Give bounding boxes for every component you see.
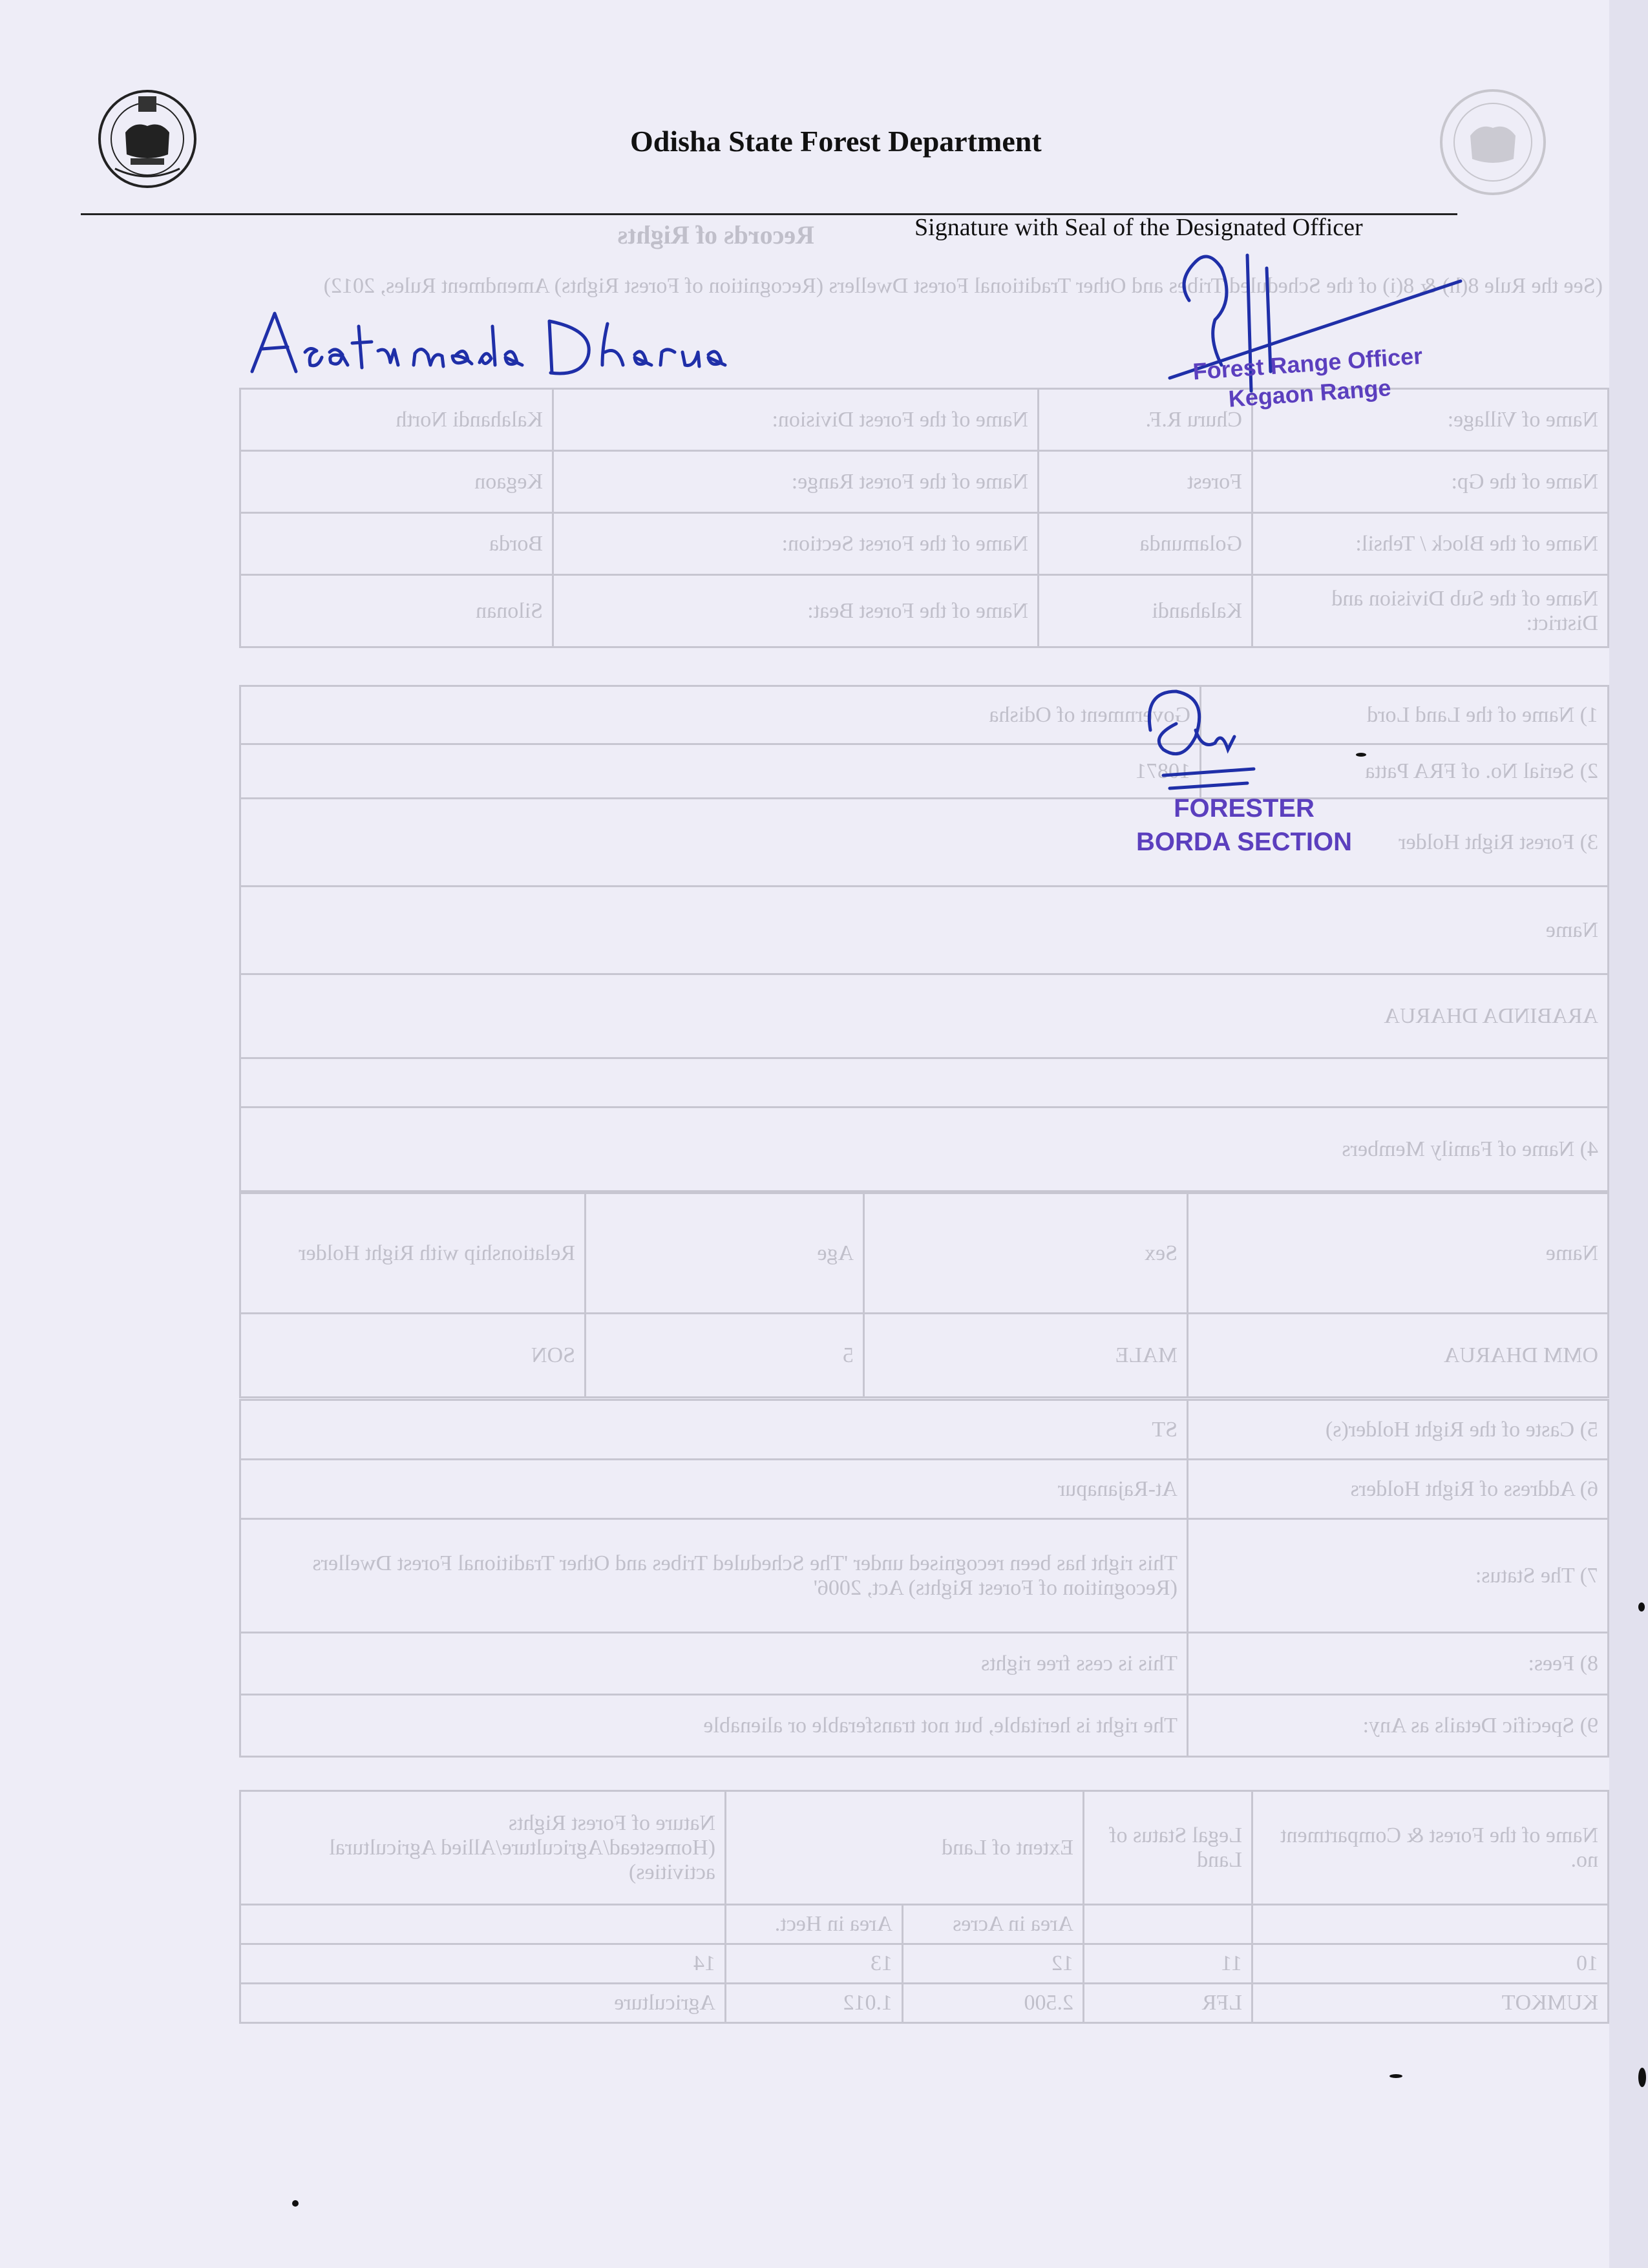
bleed-cell: Silonan (240, 575, 553, 647)
faint-emblem-seal (1435, 84, 1551, 200)
bleed-cell: Name of the Forest Division: (553, 389, 1039, 451)
bleed-cell: 2) Serial No. of FRA Patta (1201, 744, 1609, 799)
bleed-cell: Name of the Forest Beat: (553, 575, 1039, 647)
paper-speck (1638, 2068, 1646, 2087)
bleed-cell: Golamunda (1039, 513, 1252, 575)
bleed-cell: 10 (1252, 1944, 1609, 1984)
paper-speck (1638, 1602, 1645, 1612)
bleed-cell: Agriculture (240, 1984, 726, 2023)
forester-stamp-line1: FORESTER (1174, 794, 1315, 823)
bleed-cell: Name of the Forest Range: (553, 451, 1039, 513)
range-officer-stamp-line2: Kegaon Range (1227, 374, 1392, 412)
bleed-cell: 11 (1084, 1944, 1252, 1984)
bleed-rights-table (239, 685, 1609, 1192)
bleed-cell: Name (1188, 1193, 1609, 1314)
bleed-cell: LFR (1084, 1984, 1252, 2023)
bleed-cell: Name (240, 887, 1609, 974)
forester-stamp (1121, 792, 1367, 859)
bleed-cell: KUMKOT (1252, 1984, 1609, 2023)
bleed-location-table (239, 388, 1609, 648)
handwritten-name (246, 300, 782, 391)
bleed-cell: Name of the Block / Tehsil: (1252, 513, 1609, 575)
bleed-cell: Area in Acres (902, 1905, 1083, 1944)
bleed-cell: SON (240, 1314, 586, 1398)
bleed-cell: MALE (864, 1314, 1188, 1398)
bleed-land-table (239, 1790, 1609, 2024)
bleed-cell (1252, 1905, 1609, 1944)
bleed-cell: Sex (864, 1193, 1188, 1314)
bleed-cell: Extent of Land (726, 1791, 1084, 1905)
bleed-cell: 5 (586, 1314, 864, 1398)
bleed-cell: Legal Status of Land (1084, 1791, 1252, 1905)
paper-speck (292, 2200, 299, 2207)
bleed-cell: 1) Name of the Land Lord (1201, 686, 1609, 744)
bleed-cell: 1.012 (726, 1984, 903, 2023)
bleed-cell: 9) Specific Details as Any: (1188, 1695, 1609, 1757)
signature-label: Signature with Seal of the Designated Officer (914, 214, 1363, 241)
bleed-title: Records of Rights (617, 220, 814, 249)
bleed-cell: 7) The Status: (1188, 1519, 1609, 1633)
bleed-cell: Name of Village: (1252, 389, 1609, 451)
bleed-cell: 10871 (240, 744, 1201, 799)
bleed-cell: Name of the Forest Section: (553, 513, 1039, 575)
paper-speck (1356, 753, 1366, 757)
bleed-cell: 14 (240, 1944, 726, 1984)
bleed-cell: ARABINDA DHARUA (240, 974, 1609, 1058)
bleed-cell: Churu R.F. (1039, 389, 1252, 451)
bleed-cell: Government of Odisha (240, 686, 1201, 744)
bleed-cell: Nature of Forest Rights (Homestead/Agriculture/Allied Agricultural activities) (240, 1791, 726, 1905)
forester-stamp-line2: BORDA SECTION (1136, 828, 1353, 856)
bleed-cell: Kalahandi (1039, 575, 1252, 647)
bleed-cell: Borda (240, 513, 553, 575)
bleed-cell: Kalahandi North (240, 389, 553, 451)
bleed-cell: OMM DHARUA (1188, 1314, 1609, 1398)
bleed-cell: ST (240, 1400, 1188, 1460)
bleed-cell: The right is heritable, but not transferable or alienable (240, 1695, 1188, 1757)
bleed-details-table (239, 1399, 1609, 1758)
bleed-cell: Name of the Gp: (1252, 451, 1609, 513)
bleed-cell: At-Rajanapur (240, 1460, 1188, 1519)
range-officer-stamp-line1: Forest Range Officer (1192, 342, 1424, 385)
bleed-cell: 8) Fees: (1188, 1633, 1609, 1695)
bleed-cell: Relationship with Right Holder (240, 1193, 586, 1314)
bleed-cell: 2.500 (902, 1984, 1083, 2023)
odisha-emblem-seal (96, 87, 199, 191)
bleed-cell: 13 (726, 1944, 903, 1984)
bleed-cell: Age (586, 1193, 864, 1314)
bleed-cell (1084, 1905, 1252, 1944)
bleed-cell: Area in Hect. (726, 1905, 903, 1944)
bleed-family-table (239, 1192, 1609, 1398)
bleed-cell: This is cess free rights (240, 1633, 1188, 1695)
bleed-cell: Name of the Sub Division and District: (1252, 575, 1609, 647)
bleed-cell (240, 1905, 726, 1944)
bleed-cell: This right has been recognised under 'The Scheduled Tribes and Other Traditional Forest Dwellers (Recognition of Forest Rights) Act, 2006' (240, 1519, 1188, 1633)
bleed-cell: 5) Caste of the Right Holder(s) (1188, 1400, 1609, 1460)
bleed-cell: 4) Name of Family Members (240, 1108, 1609, 1192)
bleed-cell: 3) Forest Right Holder (240, 799, 1609, 887)
bleed-cell: 12 (902, 1944, 1083, 1984)
bleed-subtitle: (See the Rule 8(h) & 8(i) of the Scheduled Tribes and Other Traditional Forest Dwellers (Recognition of Forest Rights) Amendment Rules, 2012) (323, 274, 1603, 298)
paper-speck (1389, 2074, 1402, 2078)
department-title: Odisha State Forest Department (630, 125, 1042, 158)
forester-signature (1125, 672, 1318, 801)
bleed-cell: Forest (1039, 451, 1252, 513)
bleed-cell: Kegaon (240, 451, 553, 513)
bleed-cell (240, 1058, 1609, 1108)
bleed-cell: 6) Address of Right Holders (1188, 1460, 1609, 1519)
bleed-cell: Name of the Forest & Compartment no. (1252, 1791, 1609, 1905)
